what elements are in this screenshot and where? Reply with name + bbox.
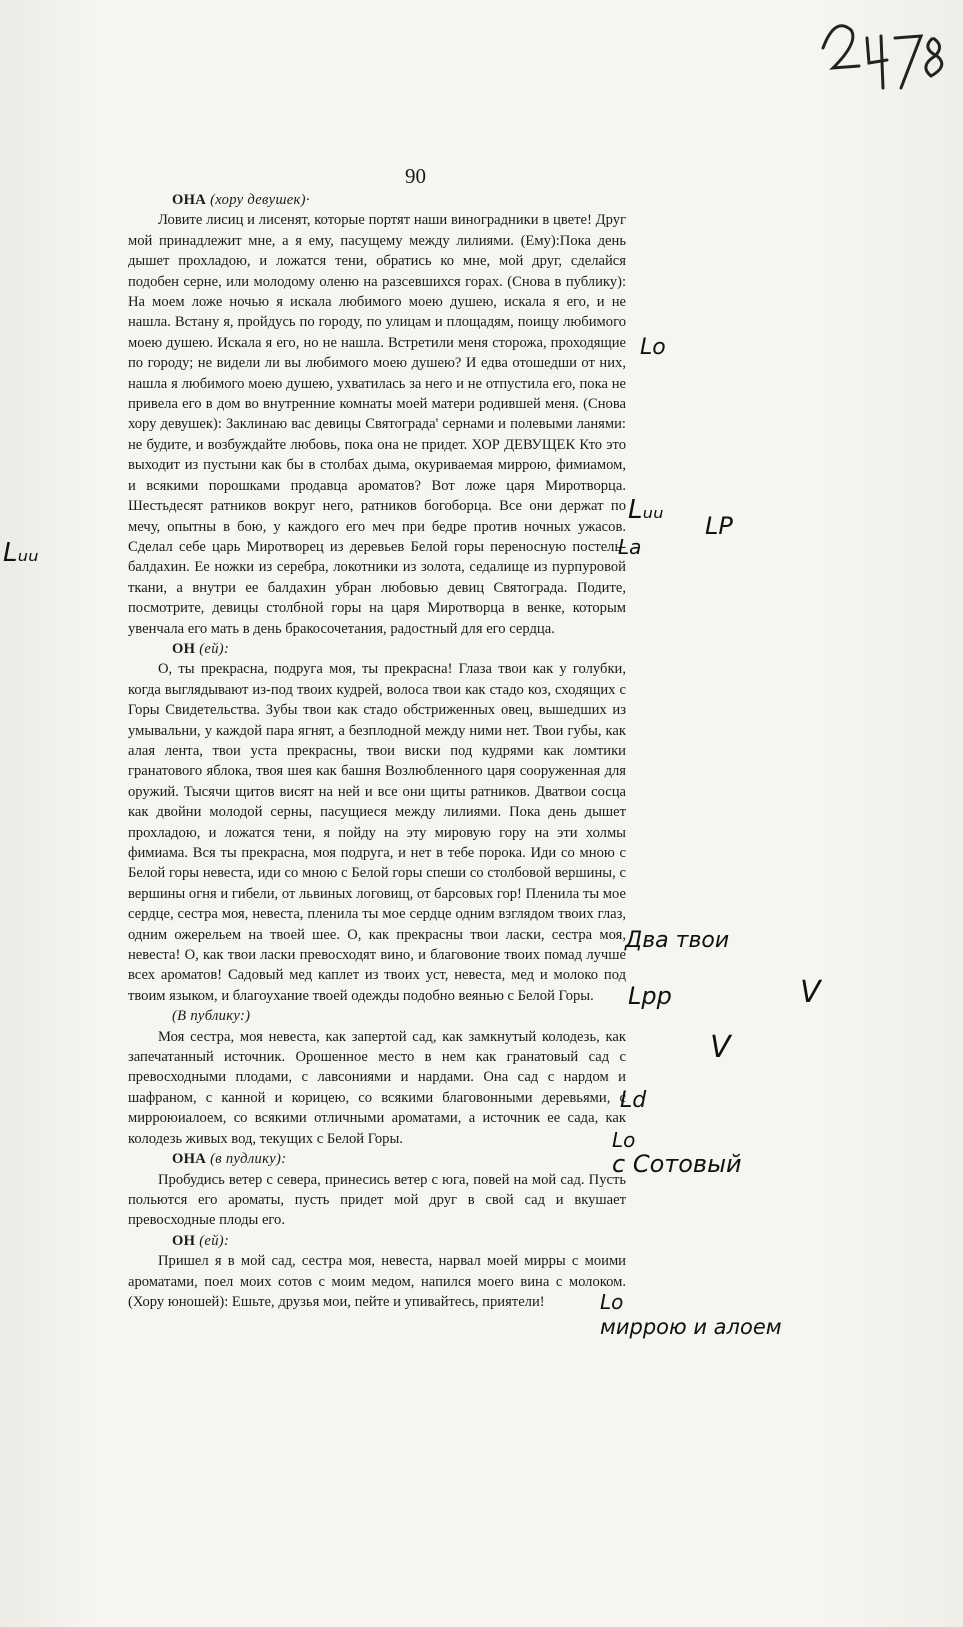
paragraph: Пришел я в мой сад, сестра моя, невеста, нарвал моей мирры с моими ароматами, поел моих сотов с моим медом, напился моего вина с молоком. (Хору юношей): Ешьте, друзья мои, пейте и упивайтесь, приятели! <box>128 1253 626 1310</box>
margin-annotation: LP <box>705 512 733 540</box>
margin-annotation: Два твои <box>625 928 730 953</box>
speaker-line <box>172 639 626 659</box>
speaker-name: ОНА <box>172 192 207 208</box>
margin-annotation: Lᵤᵤ <box>628 495 664 525</box>
paragraph: Моя сестра, моя невеста, как запертой сад, как замкнутый колодезь, как запечатанный источник. Орошенное место в нем как гранатовый сад с превосходными плодами, с лавсониями и нардами. Она сад с нардом и шафраном, с канной и корицею, со всякими благовонными деревьями, с мирроюиалоем, со всякими отличными ароматами, а источник ее сада, как колодезь живых вод, текущих с Белой Горы. <box>128 1028 626 1147</box>
paragraph: О, ты прекрасна, подруга моя, ты прекрасна! Глаза твои как у голубки, когда выглядывают из-под твоих кудрей, волоса твои как стадо коз, сходящих с Горы Свидетельства. Зубы твои как стадо обстриженных овец, вышедших из умывальни, у каждой пара ягнят, а безплодной между ними нет. Твои губы, как алая лента, твои уста прекрасны, твои виски под кудрями как ломтики гранатового яблока, твоя шея как башня Возлюбленного царя сооруженная для оружий. Тысячи щитов висят на ней и все они щиты ратников. Дватвои сосца как двойни молодой серны, пасущиеся между лилиями. Пока день дышет прохладою, и ложатся тени, я пойду на эту мировую гору на эти холмы фимиама. Вся ты прекрасна, моя подруга, и нет в тебе порока. Иди со мною с Белой горы невеста, иди со мною с Белой горы спеши со столбовой вершины, с вершины огня и гибели, от львиных логовищ, от барсовых гор! Пленила ты мое сердце, сестра моя, невеста, пленила ты мое сердце одним взглядом твоих глаз, одним ожерельем на твоей шее. О, как прекрасны твои ласки, сестра моя, невеста! О, как твои ласки превосходят вино, и благовоние твоих помад лучше всех ароматов! Садовый мед каплет из твоих уст, невеста, мед и молоко под твоим языком, и благоухание твоей одежды подобно веянью с Белой Горы. <box>128 661 626 1004</box>
margin-annotation: Lo <box>600 1290 624 1314</box>
margin-annotation: миррою и алоем <box>600 1315 782 1339</box>
margin-annotation: Lo <box>640 335 666 360</box>
speaker-line <box>172 190 626 210</box>
speaker-line <box>172 1149 626 1169</box>
margin-annotation: Lpp <box>628 982 672 1010</box>
stage-direction: (хору девушек)· <box>210 192 310 208</box>
margin-annotation: V <box>800 975 821 1010</box>
stage-direction: (в пудлику): <box>210 1151 287 1168</box>
speaker-name: ОН <box>172 1232 196 1249</box>
margin-annotation: Lᵤᵤ <box>3 538 39 568</box>
margin-annotation: Ld <box>620 1088 647 1113</box>
paragraph: Пробудись ветер с севера, принесись ветер с юга, повей на мой сад. Пусть польются его ароматы, пусть придет мой друг в свой сад и вкушает превосходные плоды его. <box>128 1171 626 1229</box>
margin-annotation: Lo <box>612 1128 636 1152</box>
speaker-name: ОНА <box>172 1151 207 1168</box>
page-number: 90 <box>405 164 426 188</box>
speaker-name: ОН <box>172 640 196 657</box>
play-text <box>128 190 626 1312</box>
margin-annotation: La <box>618 535 642 559</box>
stage-direction: (В публику:) <box>172 1008 251 1025</box>
speaker-line <box>172 1231 626 1251</box>
corner-handwritten-number <box>815 8 955 103</box>
stage-direction: (ей): <box>199 640 230 657</box>
stage-direction: (ей): <box>199 1232 230 1249</box>
margin-annotation: с Сотовый <box>612 1150 742 1178</box>
paragraph: Ловите лисиц и лисенят, которые портят наши виноградники в цвете! Друг мой принадлежит мне, а я ему, пасущему между лилиями. (Ему):Пока день дышет прохладою, и ложатся тени, обратись ко мне, мой друг, сделайся подобен серне, или молодому оленю на разсевшихся горах. (Снова в публику): На моем ложе ночью я искала любимого моею душею, искала я его, и не нашла. Встану я, пройдусь по городу, по улицам и площадям, поищу любимого моею душею. Искала я его, но не нашла. Встретили меня сторожа, проходящие по городу; не видели ли вы любимого моею душею? И едва отошедши от них, нашла я любимого моею душею, ухватилась за него и не отпустила его, пока не привела его в дом во внутренние комнаты моей матери родившей меня. (Снова хору девушек): Заклинаю вас девицы Святограда' сернами и полевыми ланями: не будите, и возбуждайте любовь, пока она не придет. ХОР ДЕВУЩЕК Кто это выходит из пустыни как бы в столбах дыма, окуриваемая миррою, фимиамом, и всякими порошками продавца ароматов? Вот ложе царя Миротворца. Шестьдесят ратников вокруг него, ратников богоборца. Все они держат по мечу, опытны в бою, у каждого его меч при бедре против ночных ужасов. Сделал себе царь Миротворец из деревьев Белой горы переносную постель-балдахин. Ее ножки из серебра, локотники из золота, седалище из пурпуровой ткани, а внутри ее балдахин убран любовью девиц Святограда. Подите, посмотрите, девицы столбной горы на царя Миротворца в венке, которым увенчала его мать в день бракосочетания, радостный для его сердца. <box>128 212 626 637</box>
margin-annotation: V <box>710 1030 731 1065</box>
speaker-line <box>172 1006 626 1026</box>
